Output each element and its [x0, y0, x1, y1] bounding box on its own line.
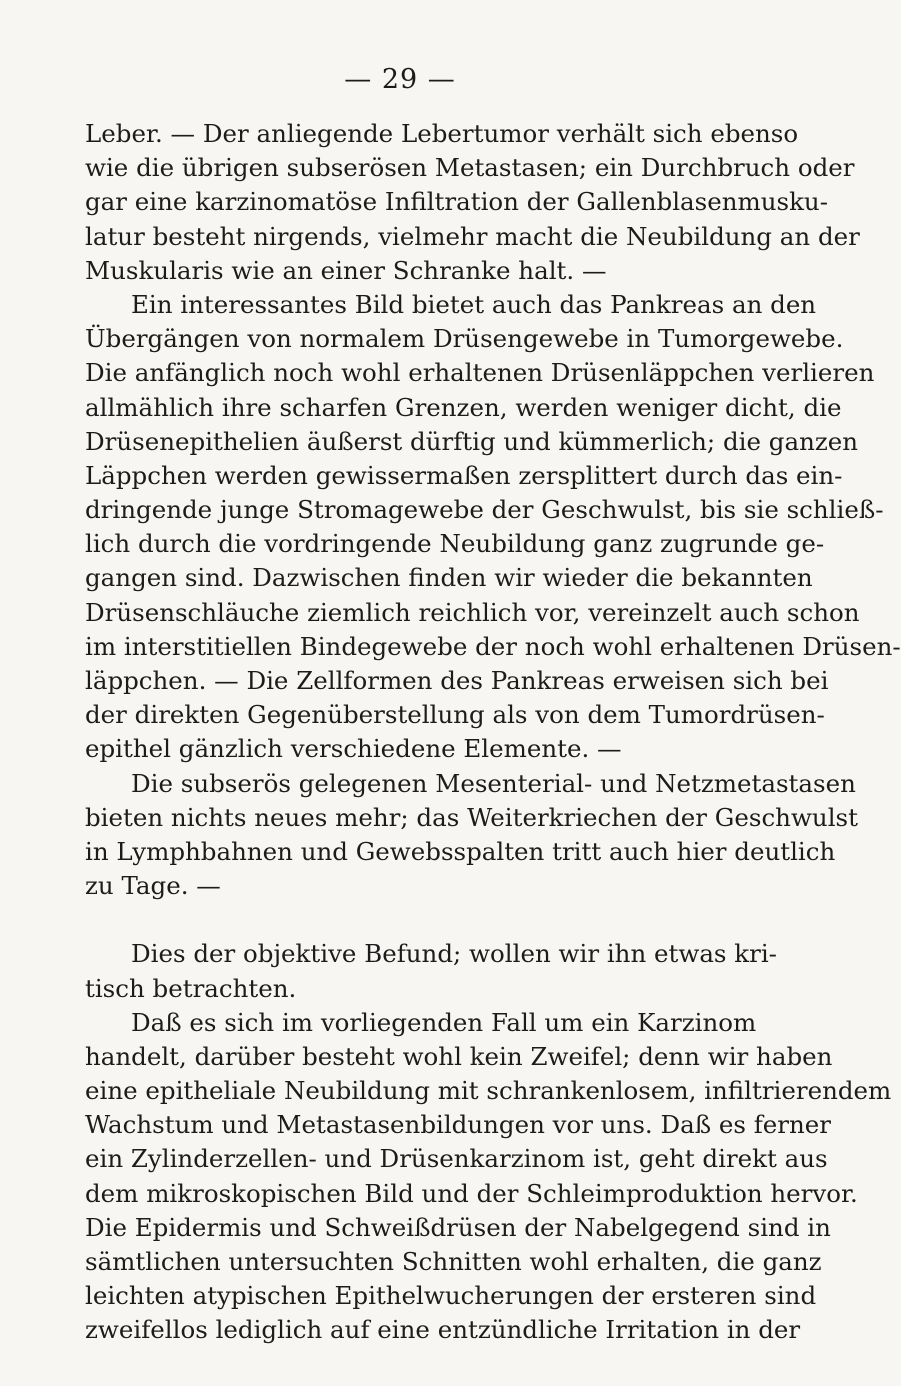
body-text — [85, 117, 901, 1348]
text-line: Wachstum und Metastasenbildungen vor uns. Daß es ferner — [85, 1110, 831, 1140]
text-line: läppchen. — Die Zellformen des Pankreas erweisen sich bei — [85, 666, 829, 695]
text-line: Die anfänglich noch wohl erhaltenen Drüsenläppchen verlieren — [85, 358, 875, 388]
text-line: zweifellos lediglich auf eine entzündliche Irritation in der — [85, 1315, 801, 1345]
text-line: latur besteht nirgends, vielmehr macht die Neubildung an der — [85, 221, 860, 251]
text-line: sämtlichen untersuchten Schnitten wohl erhalten, die ganz — [85, 1247, 822, 1276]
text-line: Ein interessantes Bild bietet auch das Pankreas an den — [131, 289, 817, 319]
paragraph-gap — [85, 903, 725, 937]
text-line: in Lymphbahnen und Gewebsspalten tritt auch hier deutlich — [85, 836, 836, 866]
text-line: handelt, darüber besteht wohl kein Zweifel; denn wir haben — [85, 1041, 833, 1071]
text-line: tisch betrachten. — [85, 973, 297, 1003]
paragraph — [85, 937, 777, 1005]
text-line: bieten nichts neues mehr; das Weiterkriechen der Geschwulst — [85, 802, 858, 832]
text-line: gangen sind. Dazwischen finden wir wieder die bekannten — [85, 563, 813, 593]
text-line: Daß es sich im vorliegenden Fall um ein Karzinom — [131, 1007, 757, 1037]
paragraph — [85, 1006, 892, 1348]
text-line: Leber. — Der anliegende Lebertumor verhält sich ebenso — [85, 119, 799, 148]
page-number: — 29 — — [344, 64, 456, 95]
text-line: leichten atypischen Epithelwucherungen der ersteren sind — [85, 1281, 817, 1311]
text-line: allmählich ihre scharfen Grenzen, werden weniger dicht, die — [85, 392, 842, 422]
text-line: ein Zylinderzellen- und Drüsenkarzinom ist, geht direkt aus — [85, 1144, 828, 1174]
text-line: Übergängen von normalem Drüsengewebe in Tumorgewebe. — [85, 324, 844, 354]
text-line: Drüsenschläuche ziemlich reichlich vor, vereinzelt auch schon — [85, 597, 860, 627]
text-line: wie die übrigen subserösen Metastasen; ein Durchbruch oder — [85, 153, 855, 183]
text-line: eine epitheliale Neubildung mit schrankenlosem, infiltrierendem — [85, 1076, 892, 1106]
text-line: Die subserös gelegenen Mesenterial- und Netzmetastasen — [131, 768, 856, 798]
text-line: Die Epidermis und Schweißdrüsen der Nabelgegend sind in — [85, 1212, 831, 1242]
text-line: Muskularis wie an einer Schranke halt. — — [85, 255, 607, 285]
text-line: Drüsenepithelien äußerst dürftig und kümmerlich; die ganzen — [85, 426, 859, 456]
text-line: dem mikroskopischen Bild und der Schleimproduktion hervor. — [85, 1178, 858, 1208]
text-line: der direkten Gegenüberstellung als von dem Tumordrüsen- — [85, 700, 825, 730]
text-line: im interstitiellen Bindegewebe der noch wohl erhaltenen Drüsen- — [85, 631, 901, 661]
text-line: Dies der objektive Befund; wollen wir ihn etwas kri- — [131, 939, 777, 969]
text-line: zu Tage. — — [85, 871, 221, 901]
paragraph — [85, 767, 858, 904]
text-line: lich durch die vordringende Neubildung ganz zugrunde ge- — [85, 529, 825, 559]
text-line: epithel gänzlich verschiedene Elemente. — — [85, 734, 622, 764]
text-line: Läppchen werden gewissermaßen zersplittert durch das ein- — [85, 460, 843, 490]
text-line: dringende junge Stromagewebe der Geschwulst, bis sie schließ- — [85, 495, 884, 525]
text-line: gar eine karzinomatöse Infiltration der Gallenblasenmusku- — [85, 187, 828, 217]
paragraph — [85, 288, 901, 767]
paragraph — [85, 117, 860, 288]
